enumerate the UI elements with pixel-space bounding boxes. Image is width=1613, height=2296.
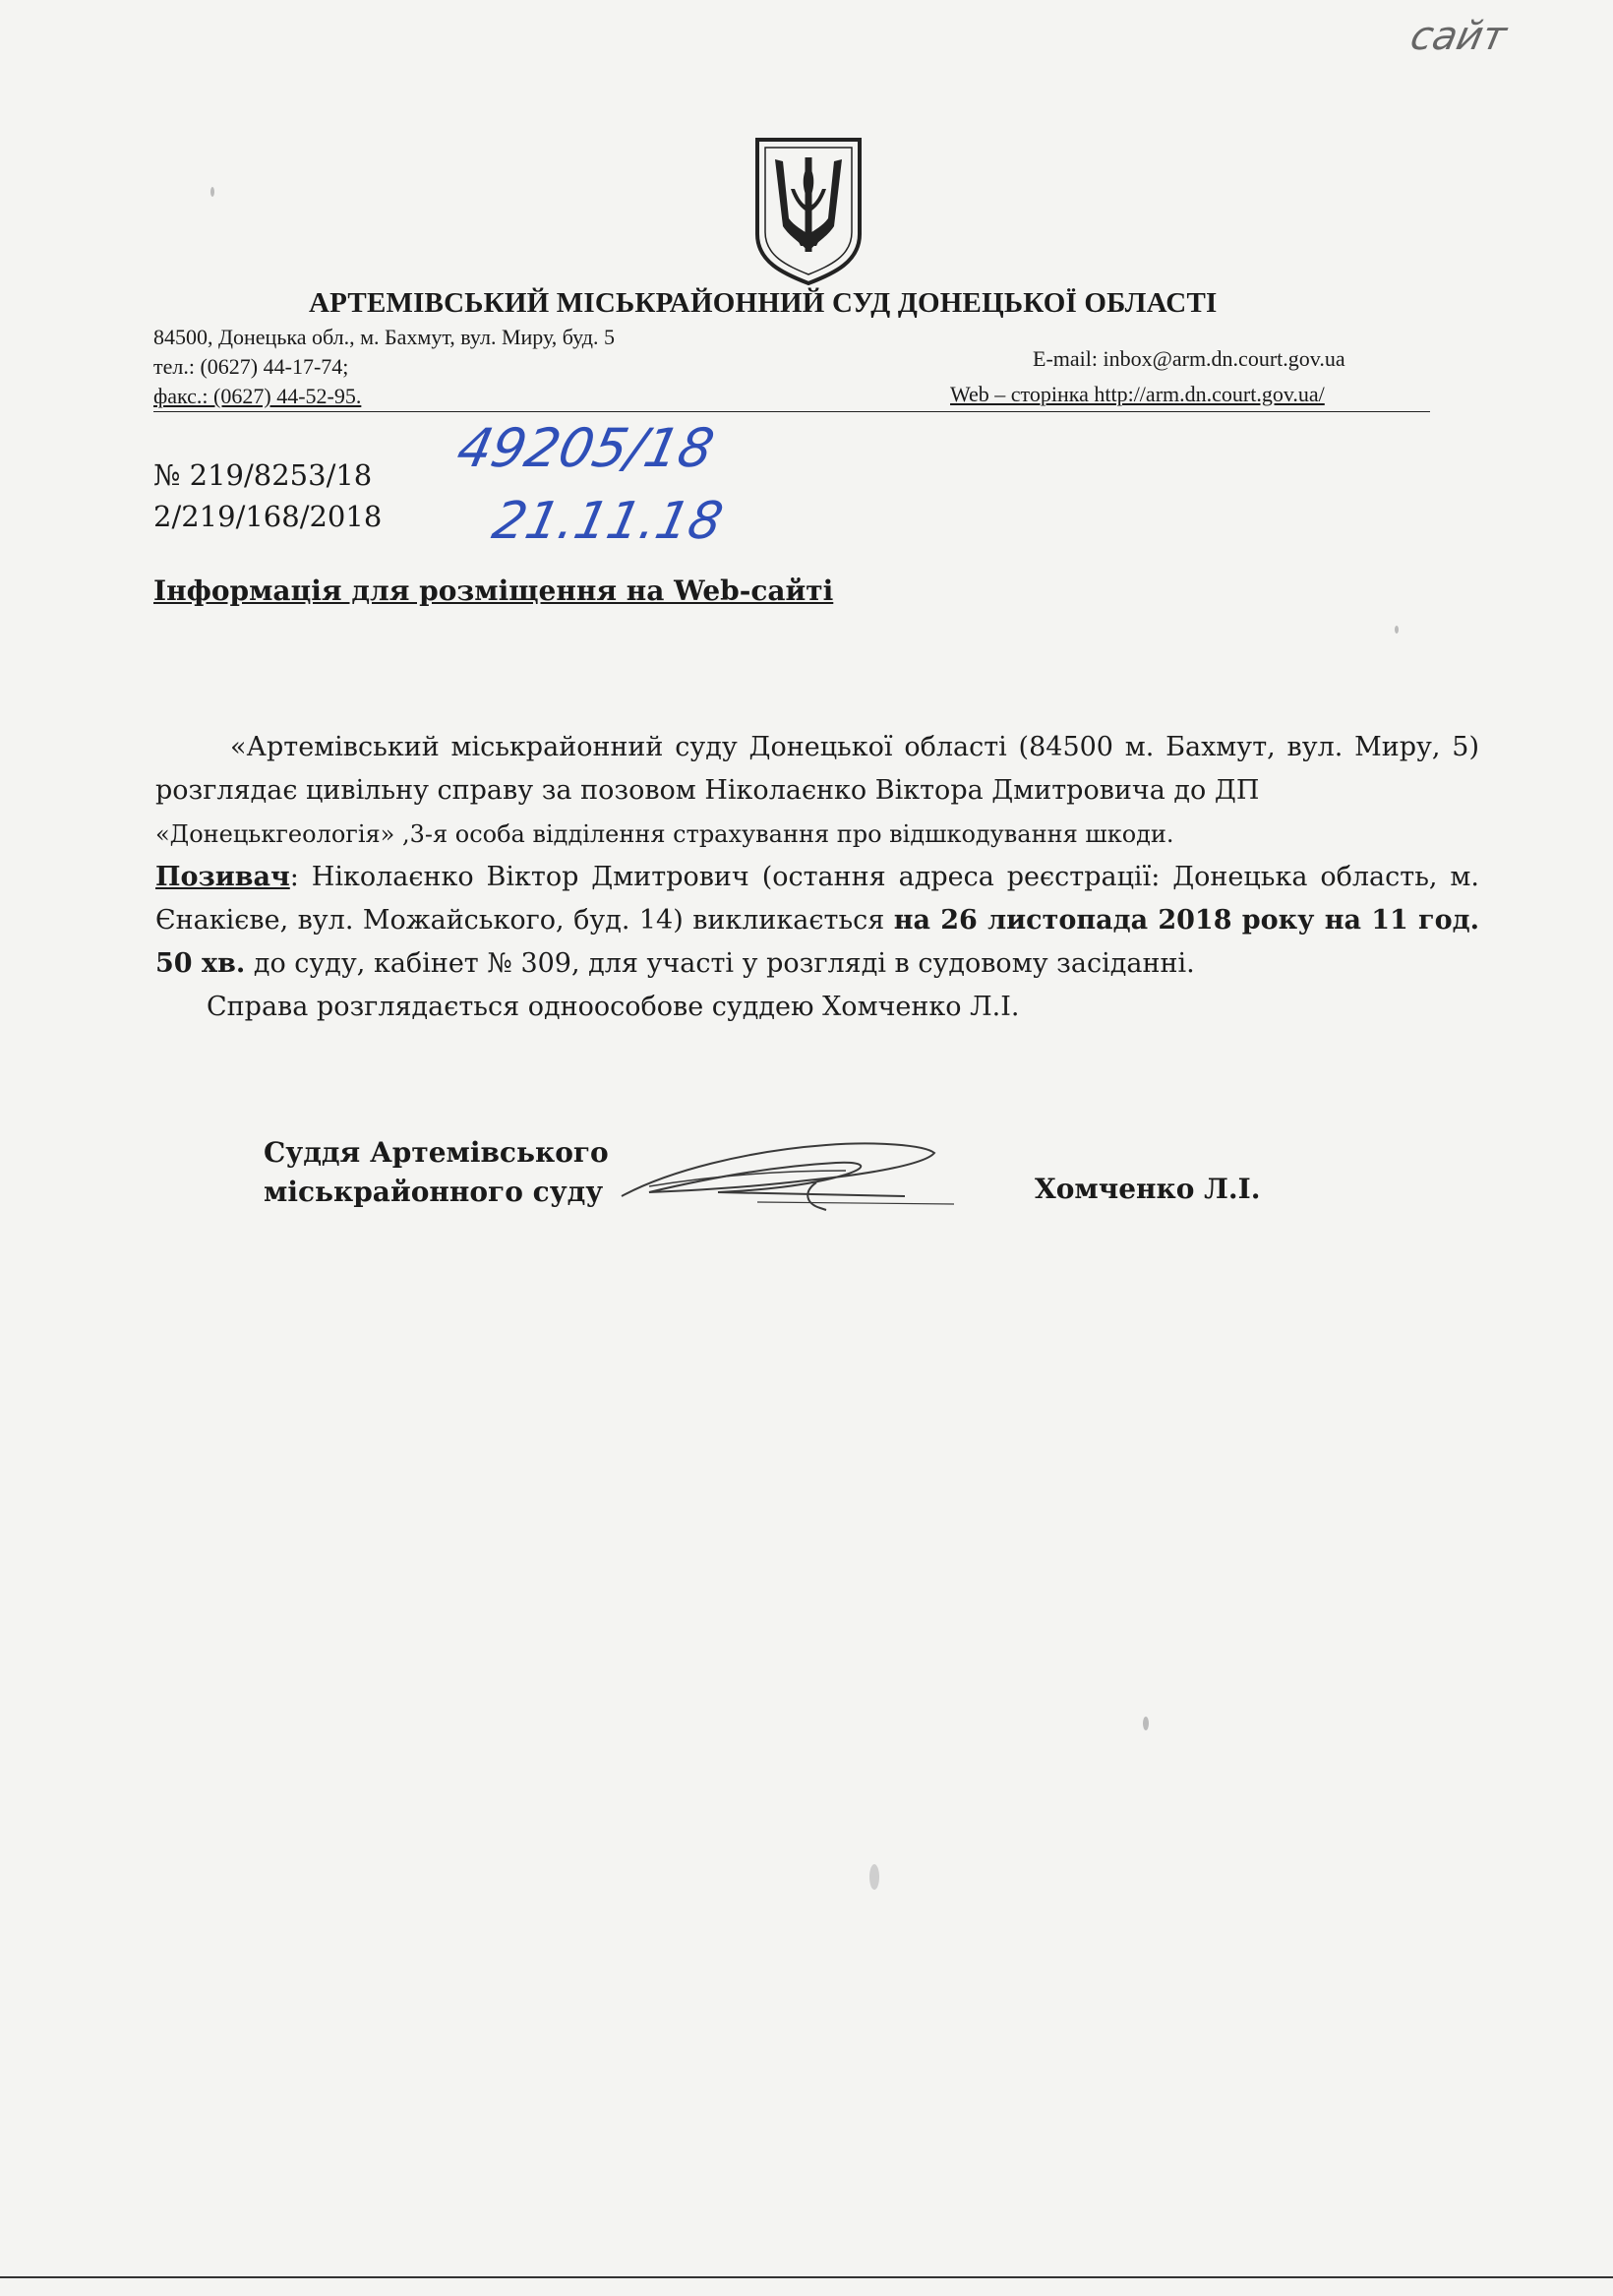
scan-edge-line (0, 2276, 1613, 2278)
case-number: № 219/8253/18 (153, 458, 373, 492)
document-body (155, 726, 1479, 1029)
scan-speck (1395, 626, 1399, 634)
body-paragraph-intro (155, 726, 1479, 856)
court-address: 84500, Донецька обл., м. Бахмут, вул. Миру, буд. 5 (153, 325, 615, 349)
scan-speck (869, 1864, 879, 1890)
court-email: E-mail: inbox@arm.dn.court.gov.ua (1033, 346, 1345, 371)
signatory-title-line2: міськрайонного суду (264, 1176, 604, 1208)
coat-of-arms-icon (751, 136, 866, 287)
body-intro-continuation: «Донецькгеологія» ,3-я особа відділення страхування про відшкодування шкоди. (155, 820, 1174, 848)
hearing-datetime: на 26 листопада 2018 року на 11 год. 50 хв. (155, 905, 1479, 979)
body-paragraph-plaintiff (155, 856, 1479, 986)
signatory-title (264, 1133, 609, 1212)
header-divider (153, 411, 1430, 412)
plaintiff-text-b: до суду, кабінет № 309, для участі у розгляді в судовому засіданні. (245, 948, 1195, 979)
plaintiff-text-a: : Ніколаєнко Віктор Дмитрович (остання адреса реєстрації: Донецька область, м. Єнакієве, вул. Можайського, буд. 14) викликається (155, 862, 1479, 936)
handwritten-signature-icon (610, 1131, 964, 1230)
body-intro-text: «Артемівський міськрайонний суду Донецької області (84500 м. Бахмут, вул. Миру, 5) розглядає цивільну справу за позовом Ніколаєнко Віктора Дмитровича до ДП (155, 732, 1479, 806)
body-paragraph-judge: Справа розглядається одноособове суддею Хомченко Л.І. (207, 992, 1020, 1022)
handwritten-registration-date: 21.11.18 (487, 492, 728, 551)
handwritten-registration-number: 49205/18 (451, 417, 720, 479)
scan-speck (1143, 1717, 1149, 1730)
scan-speck (210, 187, 214, 197)
signatory-name: Хомченко Л.І. (1035, 1173, 1261, 1205)
court-fax: факс.: (0627) 44-52-95. (153, 384, 362, 408)
document-title: Інформація для розміщення на Web-сайті (153, 574, 834, 607)
plaintiff-label: Позивач (155, 862, 290, 892)
handwritten-corner-note: сайт (1406, 14, 1511, 59)
court-phone: тел.: (0627) 44-17-74; (153, 354, 349, 379)
court-name-heading: АРТЕМІВСЬКИЙ МІСЬКРАЙОННИЙ СУД ДОНЕЦЬКОЇ ОБЛАСТІ (309, 287, 1218, 319)
court-website: Web – сторінка http://arm.dn.court.gov.ua/ (950, 382, 1325, 406)
proceeding-number: 2/219/168/2018 (153, 500, 383, 533)
signatory-title-line1: Суддя Артемівського (264, 1136, 609, 1169)
